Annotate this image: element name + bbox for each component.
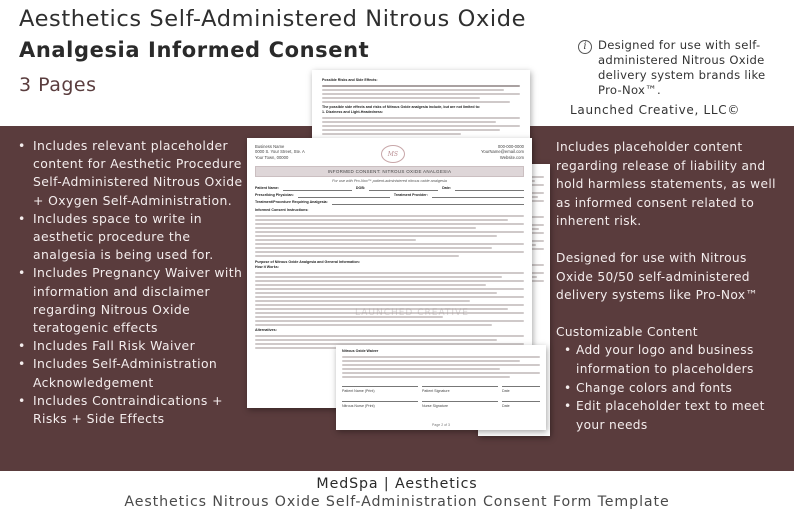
- doc-email: YourName@email.com: [481, 149, 524, 155]
- customizable-item: • Edit placeholder text to meet your needs: [564, 397, 788, 434]
- doc-back-subheading: The possible side effects and risks of Nitrous Oxide analgesia include, but are not limited to:: [322, 105, 481, 109]
- footer-category: MedSpa | Aesthetics: [316, 476, 478, 492]
- doc-business-name: Business Name: [255, 144, 285, 149]
- feature-item: • Includes space to write in aesthetic procedure the analgesia is being used for.: [17, 210, 249, 265]
- customizable-item: • Add your logo and business information to placeholders: [564, 341, 788, 378]
- feature-list-right: [556, 138, 788, 434]
- feature-item: • Includes Self-Administration Acknowledgement: [17, 355, 249, 391]
- doc-form-title: INFORMED CONSENT: NITROUS OXIDE ANALGESIA: [255, 166, 524, 177]
- customizable-heading: Customizable Content: [556, 324, 698, 339]
- doc-procedure-label: Treatment/Procedure Requiring Analgesia:: [255, 200, 328, 204]
- doc-page-number-2: Page 2 of 3: [432, 423, 450, 427]
- doc-section-alternatives: Alternatives:: [255, 328, 277, 332]
- designed-for-text: Designed for use with Nitrous Oxide 50/50 self-administered delivery systems like Pro-Nox™: [556, 250, 758, 303]
- doc-back-heading: Possible Risks and Side Effects:: [322, 78, 378, 82]
- doc-phone: 000-000-0000: [497, 144, 524, 149]
- doc-back-item: 1. Dizziness and Light-Headedness:: [322, 110, 384, 114]
- page-title: Aesthetics Self-Administered Nitrous Oxide: [19, 6, 527, 32]
- doc-dob-label: DOB:: [355, 186, 366, 190]
- doc-nurse-signature: Nurse Signature: [422, 404, 448, 408]
- brand-credit: Launched Creative, LLC©: [570, 103, 741, 117]
- footer-product-title: Aesthetics Nitrous Oxide Self-Administration Consent Form Template: [124, 494, 670, 510]
- doc-section-consent: Informed Consent Instructions:: [255, 208, 309, 212]
- doc-address-line1: 0000 S. Your Street, Ste. A: [255, 149, 305, 155]
- doc-date-label: Date:: [442, 186, 452, 190]
- page-count: 3 Pages: [19, 74, 97, 96]
- customizable-list: [564, 341, 788, 434]
- doc-section-how: How it Works:: [255, 265, 279, 269]
- doc-date: Date: [502, 389, 510, 393]
- logo-placeholder: MS: [381, 145, 405, 163]
- design-note: Designed for use with self-administered Nitrous Oxide delivery system brands like Pro-Nox™.: [598, 38, 766, 97]
- doc-provider-label: Treatment Provider:: [393, 193, 428, 197]
- doc-address-line2: Your Town, 00000: [255, 154, 289, 160]
- doc-patient-label: Patient Name:: [255, 186, 279, 190]
- page-subtitle: Analgesia Informed Consent: [19, 38, 370, 62]
- liability-text: Includes placeholder content regarding release of liability and hold harmless statements, as well as informed consent related to inherent risk.: [556, 140, 776, 229]
- feature-item: • Includes relevant placeholder content for Aesthetic Procedure Self-Administered Nitrous Oxide + Oxygen Self-Administration.: [17, 137, 249, 210]
- doc-patient-name-print: Patient Name (Print): [342, 389, 375, 393]
- doc-nurse-print: Nitrous Nurse (Print): [342, 404, 375, 408]
- info-icon: i: [578, 40, 592, 54]
- feature-item: • Includes Fall Risk Waiver: [17, 337, 249, 355]
- doc-date-2: Date: [502, 404, 510, 408]
- doc-patient-signature: Patient Signature: [422, 389, 450, 393]
- watermark: LAUNCHED CREATIVE: [355, 308, 469, 318]
- doc-form-subtitle: For use with Pro-Nox™ patient-administered nitrous oxide analgesia: [332, 179, 447, 183]
- feature-list-left: [17, 137, 249, 428]
- doc-website: Website.com: [499, 154, 524, 160]
- feature-item: • Includes Contraindications + Risks + Side Effects: [17, 392, 249, 428]
- doc-lower-heading: Nitrous Oxide Waiver: [342, 349, 379, 353]
- doc-section-purpose: Purpose of Nitrous Oxide Analgesia and General Information:: [255, 260, 360, 264]
- customizable-item: • Change colors and fonts: [564, 379, 788, 398]
- doc-prescribing-label: Prescribing Physician:: [255, 193, 294, 197]
- document-preview-signature-page: [336, 345, 546, 430]
- feature-item: • Includes Pregnancy Waiver with information and disclaimer regarding Nitrous Oxide teratogenic effects: [17, 264, 249, 337]
